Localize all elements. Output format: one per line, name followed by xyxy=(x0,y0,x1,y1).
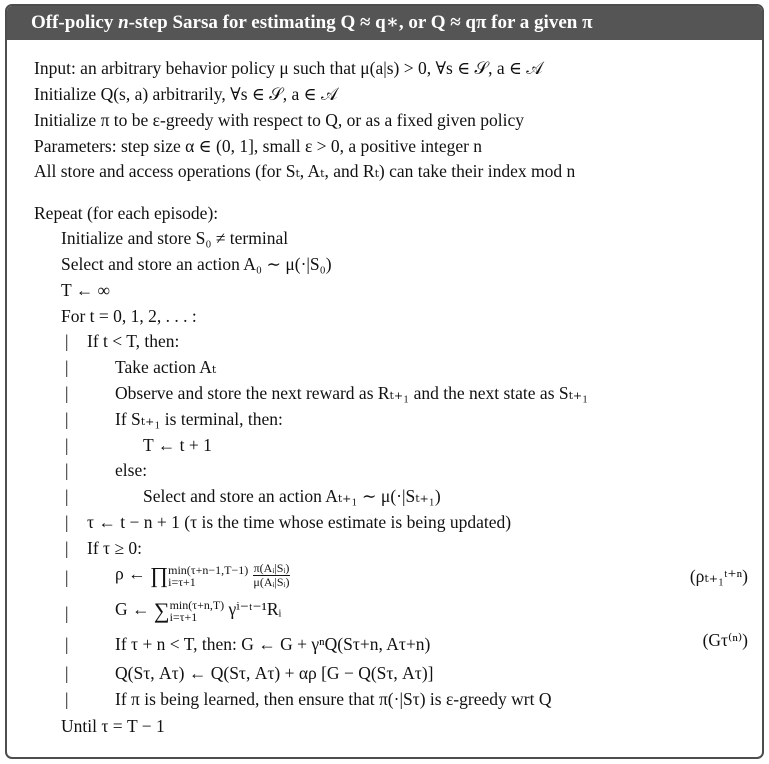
loop-bar-6: | xyxy=(65,460,69,480)
product-symbol: ∏ xyxy=(149,562,169,588)
loop-bar-4: | xyxy=(65,409,69,429)
if-t-lt-T-line: If t < T, then: xyxy=(87,331,180,351)
if-tau-line: If τ ≥ 0: xyxy=(87,538,143,558)
loop-bar-11: | xyxy=(65,603,69,623)
sum-term: γⁱ⁻ᵗ⁻¹Rᵢ xyxy=(228,599,282,619)
input-line-4: Parameters: step size α ∈ (0, 1], small ε > 0, a positive integer n xyxy=(34,136,483,156)
until-line: Until τ = T − 1 xyxy=(61,716,165,736)
g-tag: (Gτ⁽ⁿ⁾) xyxy=(702,630,748,650)
loop-bar-8: | xyxy=(65,512,69,532)
rho-lhs: ρ ← xyxy=(115,563,146,584)
bootstrap-line: If τ + n < T, then: G ← G + γⁿQ(Sτ+n, Aτ+n) xyxy=(115,634,431,654)
ratio-denominator: μ(Aᵢ|Sᵢ) xyxy=(253,575,290,589)
sum-lower: i=τ+1 xyxy=(169,609,198,624)
g-line xyxy=(115,598,281,623)
tau-line: τ ← t − n + 1 (τ is the time whose estimate is being updated) xyxy=(87,512,512,532)
product-upper: min(τ+n−1,T−1) xyxy=(168,562,249,577)
q-update-line: Q(Sτ, Aτ) ← Q(Sτ, Aτ) + αρ [G − Q(Sτ, Aτ)] xyxy=(115,663,434,683)
loop-bar-2: | xyxy=(65,357,69,377)
input-line-3: Initialize π to be ε-greedy with respect to Q, or as a fixed given policy xyxy=(34,110,524,130)
loop-bar-12: | xyxy=(65,634,69,654)
select-action-line: Select and store an action A₀ ∼ μ(·|S₀) xyxy=(61,254,332,274)
sum-limits xyxy=(170,599,225,623)
loop-bar-3: | xyxy=(65,383,69,403)
loop-bar-1: | xyxy=(65,331,69,351)
repeat-line: Repeat (for each episode): xyxy=(34,203,219,223)
policy-update-line: If π is being learned, then ensure that π(·|Sτ) is ε-greedy wrt Q xyxy=(115,689,552,709)
input-line-1: Input: an arbitrary behavior policy μ such that μ(a|s) > 0, ∀s ∈ 𝒮, a ∈ 𝒜 xyxy=(34,58,543,78)
g-lhs: G ← xyxy=(115,599,150,619)
loop-bar-7: | xyxy=(65,486,69,506)
init-store-line: Initialize and store S₀ ≠ terminal xyxy=(61,228,289,248)
else-line: else: xyxy=(115,460,148,480)
loop-bar-14: | xyxy=(65,689,69,709)
rho-tag: (ρₜ₊₁ᵗ⁺ⁿ) xyxy=(689,566,748,586)
sum-upper: min(τ+n,T) xyxy=(169,597,225,612)
t-infinity-line: T ← ∞ xyxy=(61,280,111,300)
sum-symbol: ∑ xyxy=(153,598,170,623)
input-line-2: Initialize Q(s, a) arbitrarily, ∀s ∈ 𝒮, a ∈ 𝒜 xyxy=(34,84,338,104)
title-post: -step Sarsa for estimating Q ≈ q∗, or Q ≈ qπ for a given π xyxy=(128,12,593,33)
product-limits xyxy=(168,564,248,588)
loop-bar-13: | xyxy=(65,663,69,683)
algorithm-box xyxy=(5,4,764,759)
take-action-line: Take action Aₜ xyxy=(115,357,217,377)
product-lower: i=τ+1 xyxy=(168,574,196,589)
loop-bar-5: | xyxy=(65,435,69,455)
t-update-line: T ← t + 1 xyxy=(143,435,212,455)
title-n: n xyxy=(118,12,129,33)
ratio-fraction xyxy=(253,562,291,589)
rho-line xyxy=(115,562,290,589)
title-pre: Off-policy xyxy=(31,12,119,33)
loop-bar-10: | xyxy=(65,567,69,587)
input-line-5: All store and access operations (for Sₜ, Aₜ, and Rₜ) can take their index mod n xyxy=(34,161,576,181)
select-next-line: Select and store an action Aₜ₊₁ ∼ μ(·|Sₜ₊₁) xyxy=(143,486,441,506)
observe-line: Observe and store the next reward as Rₜ₊₁ and the next state as Sₜ₊₁ xyxy=(115,383,589,403)
loop-bar-9: | xyxy=(65,538,69,558)
for-loop-line: For t = 0, 1, 2, . . . : xyxy=(61,306,197,326)
if-terminal-line: If Sₜ₊₁ is terminal, then: xyxy=(115,409,283,429)
algorithm-title xyxy=(7,6,762,40)
ratio-numerator: π(Aᵢ|Sᵢ) xyxy=(253,561,290,575)
